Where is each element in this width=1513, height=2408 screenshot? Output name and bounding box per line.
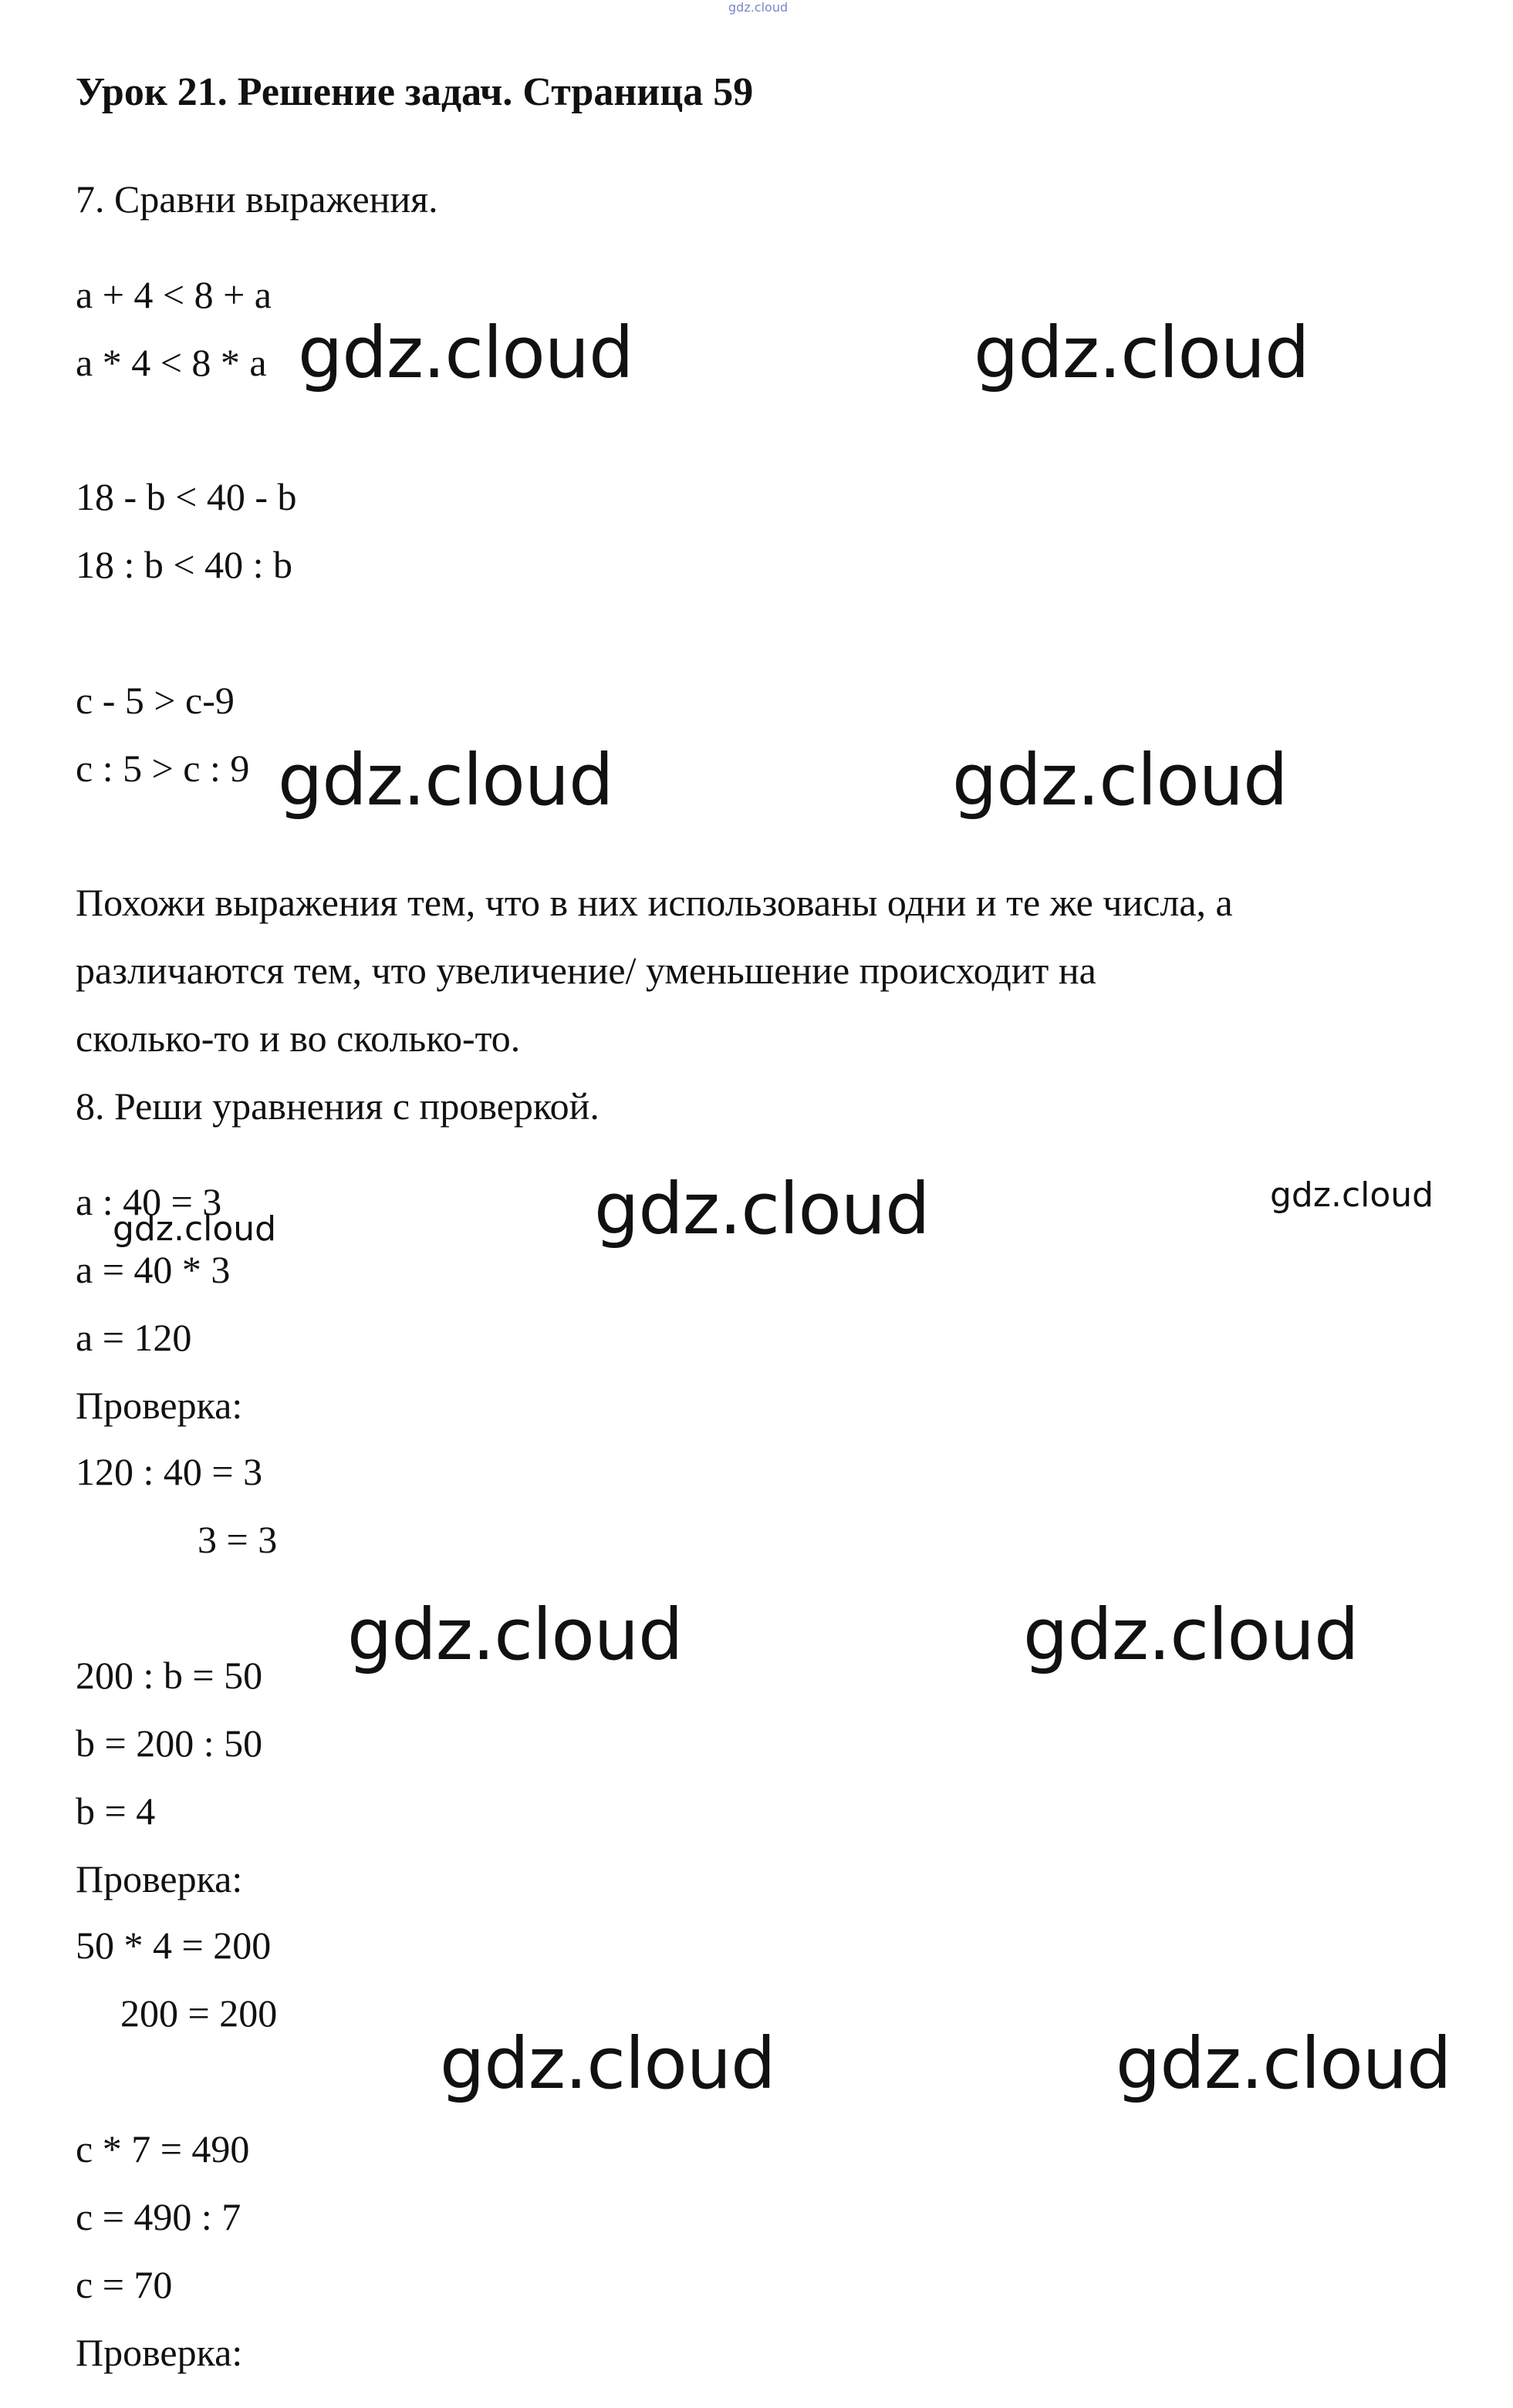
task8-eq3-line: c = 490 : 7 bbox=[76, 2195, 241, 2238]
header-watermark: gdz.cloud bbox=[728, 0, 789, 15]
task8-heading: 8. Реши уравнения с проверкой. bbox=[76, 1084, 599, 1128]
task7-line: 18 - b < 40 - b bbox=[76, 475, 297, 518]
task7-line: c - 5 > c-9 bbox=[76, 679, 235, 722]
watermark: gdz.cloud bbox=[1116, 2022, 1451, 2105]
page-title: Урок 21. Решение задач. Страница 59 bbox=[76, 70, 754, 114]
task7-line: 18 : b < 40 : b bbox=[76, 543, 292, 586]
task7-explanation-line: Похожи выражения тем, что в них использованы одни и те же числа, а bbox=[76, 881, 1233, 924]
task8-eq2-line: 200 : b = 50 bbox=[76, 1654, 263, 1697]
task8-eq1-line: a : 40 = 3 bbox=[76, 1180, 222, 1223]
watermark: gdz.cloud bbox=[594, 1168, 930, 1250]
watermark: gdz.cloud bbox=[440, 2022, 775, 2105]
task8-eq3-line: c * 7 = 490 bbox=[76, 2127, 250, 2170]
task8-eq1-check-label: Проверка: bbox=[76, 1384, 243, 1427]
task7-line: c : 5 > c : 9 bbox=[76, 747, 250, 790]
task8-eq2-line: 50 * 4 = 200 bbox=[76, 1924, 272, 1967]
task8-eq3-line: c = 70 bbox=[76, 2263, 173, 2306]
task7-explanation-line: сколько-то и во сколько-то. bbox=[76, 1017, 521, 1060]
task8-eq2-line: b = 4 bbox=[76, 1789, 156, 1833]
watermark: gdz.cloud bbox=[298, 312, 633, 394]
task8-eq2-check-label: Проверка: bbox=[76, 1857, 243, 1900]
watermark: gdz.cloud bbox=[1023, 1594, 1359, 1676]
watermark: gdz.cloud bbox=[347, 1594, 683, 1676]
watermark: gdz.cloud bbox=[952, 739, 1288, 821]
watermark: gdz.cloud bbox=[278, 739, 613, 821]
task8-eq2-line: b = 200 : 50 bbox=[76, 1722, 263, 1765]
watermark: gdz.cloud bbox=[974, 312, 1309, 394]
task7-heading: 7. Сравни выражения. bbox=[76, 177, 438, 221]
watermark: gdz.cloud bbox=[1270, 1175, 1434, 1215]
task8-eq2-line: 200 = 200 bbox=[120, 1991, 278, 2035]
task8-eq1-line: a = 120 bbox=[76, 1316, 192, 1359]
task8-eq1-line: a = 40 * 3 bbox=[76, 1248, 231, 1291]
task8-eq3-check-label: Проверка: bbox=[76, 2331, 243, 2374]
task8-eq1-line: 120 : 40 = 3 bbox=[76, 1450, 263, 1493]
watermark: gdz.cloud bbox=[113, 1209, 277, 1249]
task7-line: a * 4 < 8 * a bbox=[76, 341, 267, 384]
task8-eq1-line: 3 = 3 bbox=[198, 1518, 278, 1561]
task7-line: a + 4 < 8 + a bbox=[76, 273, 272, 316]
task7-explanation-line: различаются тем, что увеличение/ уменьшение происходит на bbox=[76, 949, 1096, 992]
